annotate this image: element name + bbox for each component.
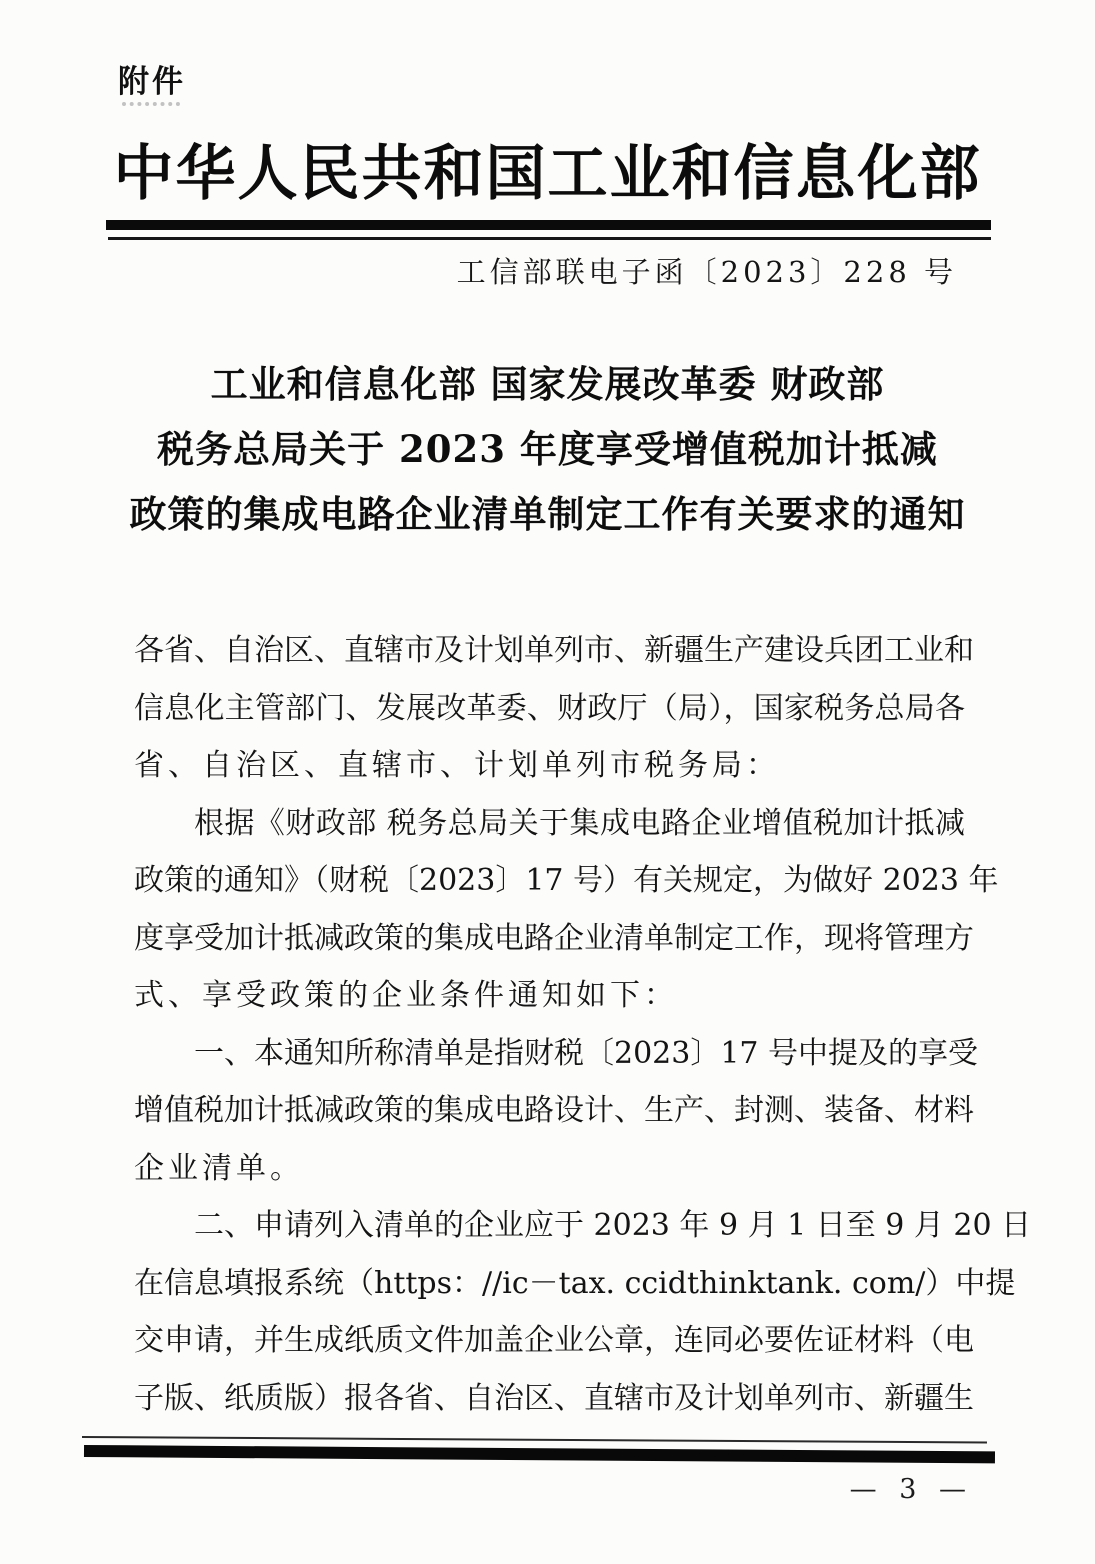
notice-title-line: 税务总局关于 2023 年度享受增值税加计抵减 (157, 427, 938, 471)
page-number: — 3 — (849, 1474, 973, 1505)
header-rule-thin (108, 237, 991, 240)
body-line: 交申请，并生成纸质文件加盖企业公章，连同必要佐证材料（电 (134, 1323, 974, 1358)
body-line: 二、申请列入清单的企业应于 2023 年 9 月 1 日至 9 月 20 日 (194, 1208, 1032, 1243)
notice-title-line: 政策的集成电路企业清单制定工作有关要求的通知 (129, 492, 966, 536)
body-line: 增值税加计抵减政策的集成电路设计、生产、封测、装备、材料 (134, 1093, 974, 1128)
body-line: 省、自治区、直辖市、计划单列市税务局： (134, 748, 780, 783)
document-number: 工信部联电子函〔2023〕228 号 (456, 255, 957, 289)
header-rule-thick (106, 220, 991, 230)
attachment-label: 附件 (118, 64, 186, 100)
masthead-title: 中华人民共和国工业和信息化部 (113, 139, 982, 209)
body-line: 度享受加计抵减政策的集成电路企业清单制定工作，现将管理方 (134, 920, 974, 956)
body-line: 一、本通知所称清单是指财税〔2023〕17 号中提及的享受 (194, 1035, 979, 1071)
body-line: 式、享受政策的企业条件通知如下： (134, 978, 678, 1013)
footer-rule-thin (82, 1436, 987, 1444)
notice-title (120, 352, 975, 547)
notice-title-line: 工业和信息化部 国家发展改革委 财政部 (210, 362, 885, 406)
body-line: 子版、纸质版）报各省、自治区、直辖市及计划单列市、新疆生 (134, 1380, 974, 1416)
footer-rule-thick (84, 1445, 995, 1463)
body-line: 在信息填报系统（https：//ic－tax. ccidthinktank. com/）中提 (134, 1265, 1016, 1301)
body-line: 政策的通知》（财税〔2023〕17 号）有关规定，为做好 2023 年 (134, 863, 999, 898)
body-line: 信息化主管部门、发展改革委、财政厅（局），国家税务总局各 (134, 690, 965, 726)
scan-artifact-mark (122, 102, 180, 106)
body-line: 企业清单。 (134, 1150, 304, 1186)
notice-body (134, 622, 1032, 1427)
body-line: 根据《财政部 税务总局关于集成电路企业增值税加计抵减 (194, 805, 965, 841)
body-line: 各省、自治区、直辖市及计划单列市、新疆生产建设兵团工业和 (134, 633, 974, 668)
